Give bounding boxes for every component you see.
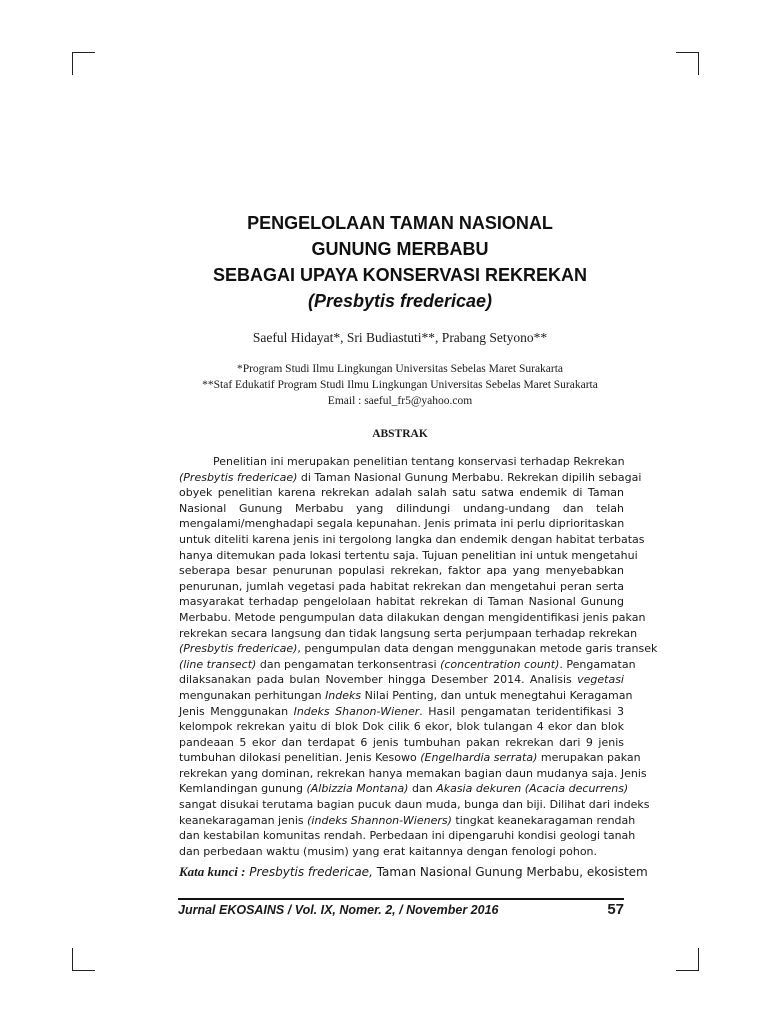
abstract-line: mengunakan perhitungan Indeks Nilai Penting, dan untuk menegtahui Keragaman [179, 688, 633, 702]
author-list: Saeful Hidayat*, Sri Budiastuti**, Prabang Setyono** [252, 330, 548, 345]
keywords-species: Presbytis fredericae, [249, 865, 373, 879]
keywords [179, 864, 648, 880]
affiliations [150, 361, 650, 409]
abstract-line: Merbabu. Metode pengumpulan data dilakukan dengan mengidentifikasi jenis pakan [179, 610, 646, 624]
title-line-3: SEBAGAI UPAYA KONSERVASI REKREKAN [212, 265, 588, 285]
crop-mark-bottom-right [676, 948, 699, 971]
abstract-line: Kemlandingan gunung (Albizzia Montana) dan Akasia dekuren (Acacia decurrens) [179, 782, 629, 796]
abstract-body [179, 454, 658, 859]
abstract-line: (Presbytis fredericae), pengumpulan data dengan menggunakan metode garis transek [179, 642, 658, 656]
abstract-heading: ABSTRAK [372, 428, 428, 440]
affiliation-1: *Program Studi Ilmu Lingkungan Universitas Sebelas Maret Surakarta [236, 363, 564, 375]
title-line-1: PENGELOLAAN TAMAN NASIONAL [247, 213, 553, 233]
keywords-label: Kata kunci : [179, 864, 246, 879]
crop-mark-top-left [72, 52, 95, 75]
abstract-line: kelompok rekrekan yaitu di blok Dok cilik 6 ekor, blok tulangan 4 ekor dan blok [179, 720, 624, 734]
abstract-line: dilaksanakan pada bulan November hingga Desember 2014. Analisis vegetasi [179, 673, 624, 687]
affiliation-2: **Staf Edukatif Program Studi Ilmu Lingkungan Universitas Sebelas Maret Surakarta [202, 379, 598, 391]
title-line-4: (Presbytis fredericae) [307, 291, 493, 311]
abstract-line: seberapa besar penurunan populasi rekrekan, faktor apa yang menyebabkan [179, 564, 624, 578]
abstract-line: Nasional Gunung Merbabu yang dilindungi undang-undang dan telah [179, 501, 624, 515]
paper-title [150, 210, 650, 314]
abstract-line: (Presbytis fredericae) di Taman Nasional Gunung Merbabu. Rekrekan dipilih sebagai [179, 470, 642, 484]
abstract-line: tumbuhan dilokasi penelitian. Jenis Kesowo (Engelhardia serrata) merupakan pakan [179, 751, 641, 765]
abstract-line: (line transect) dan pengamatan terkonsentrasi (concentration count). Pengamatan [179, 657, 636, 671]
abstract-line: sangat disukai terutama bagian pucuk daun muda, bunga dan biji. Dilihat dari indeks [179, 798, 650, 812]
footer-rule [178, 898, 624, 900]
abstract-line: Penelitian ini merupakan penelitian tentang konservasi terhadap Rekrekan [213, 455, 625, 468]
crop-mark-bottom-left [72, 948, 95, 971]
abstract-line: dan kestabilan komunitas rendah. Perbedaan ini dipengaruhi kondisi geologi tanah [179, 829, 636, 843]
keywords-rest: Taman Nasional Gunung Merbabu, ekosistem [372, 865, 648, 879]
keywords-text [249, 865, 647, 879]
abstract-line: pandeaan 5 ekor dan terdapat 6 jenis tumbuhan pakan rekrekan dari 9 jenis [179, 735, 624, 749]
abstract-line: obyek penelitian karena rekrekan adalah salah satu satwa endemik di Taman [179, 486, 624, 500]
abstract-line: dan perbedaan waktu (musim) yang erat kaitannya dengan fenologi pohon. [179, 844, 598, 858]
abstract-line: masyarakat terhadap pengelolaan habitat rekrekan di Taman Nasional Gunung [179, 595, 624, 609]
journal-citation: Jurnal EKOSAINS / Vol. IX, Nomer. 2, / November 2016 [178, 903, 499, 917]
author-email[interactable]: Email : saeful_fr5@yahoo.com [327, 395, 473, 407]
crop-mark-top-right [676, 52, 699, 75]
abstract-line: Jenis Menggunakan Indeks Shanon-Wiener. Hasil pengamatan teridentifikasi 3 [179, 704, 624, 718]
abstract-line: keanekaragaman jenis (indeks Shannon-Wieners) tingkat keanekaragaman rendah [179, 813, 636, 827]
abstract-line: penurunan, jumlah vegetasi pada habitat rekrekan dan mengetahui peran serta [179, 579, 624, 593]
abstract-line: untuk diteliti karena jenis ini tergolong langka dan endemik dengan habitat terbatas [179, 532, 645, 546]
abstract-line: hanya ditemukan pada lokasi tertentu saja. Tujuan penelitian ini untuk mengetahui [179, 548, 638, 562]
page-number: 57 [607, 901, 624, 918]
abstract-line: mengalami/menghadapi segala kepunahan. Jenis primata ini perlu diprioritaskan [179, 517, 625, 531]
abstract-line: rekrekan secara langsung dan tidak langsung serta perjumpaan terhadap rekrekan [179, 626, 638, 640]
abstract-line: rekrekan yang dominan, rekrekan hanya memakan bagian daun mudanya saja. Jenis [179, 766, 647, 780]
title-line-2: GUNUNG MERBABU [311, 239, 489, 259]
